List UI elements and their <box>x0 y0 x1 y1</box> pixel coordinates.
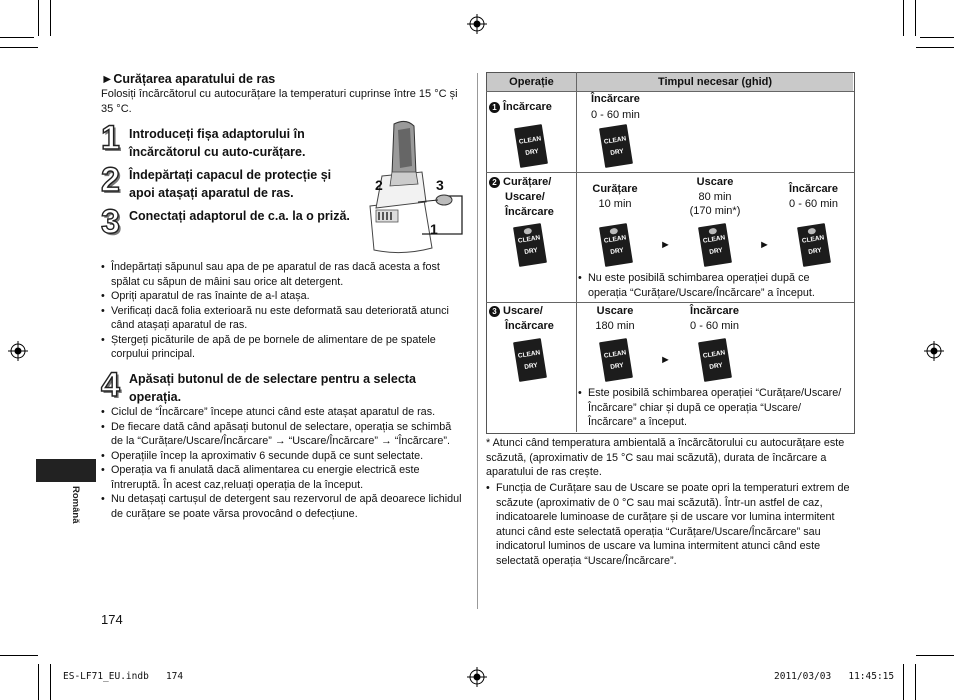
header-operation: Operație <box>509 76 554 88</box>
time-col-value: 10 min <box>598 198 632 210</box>
triangle-icon: ► <box>101 72 114 86</box>
left-column <box>101 72 466 116</box>
page-number: 174 <box>101 612 123 627</box>
figure-label: 3 <box>436 177 444 193</box>
time-col-value: 80 min <box>698 191 732 203</box>
clean-dry-indicator-icon: CLEAN DRY <box>599 124 633 168</box>
list-item: • Nu este posibilă schimbarea operației după ce operația “Curățare/Uscare/Încărcare” a început. <box>578 271 850 300</box>
crop-mark <box>0 47 38 48</box>
clean-dry-indicator-icon: CLEAN DRY <box>599 223 633 267</box>
time-col-head: Uscare <box>596 305 634 317</box>
list-item: • Ștergeți picăturile de apă de pe bornele de alimentare de pe spatele corpului principal. <box>101 333 466 362</box>
section-title <box>101 72 466 86</box>
time-col-head: Uscare <box>696 176 734 188</box>
table-divider <box>486 172 854 173</box>
step-number: 1 <box>101 119 120 157</box>
row-label: Încărcare <box>505 320 554 332</box>
language-tab-block <box>36 459 96 482</box>
section-title-text: Curățarea aparatului de ras <box>113 72 276 86</box>
clean-dry-indicator-icon: CLEAN DRY <box>513 338 547 382</box>
arrow-right-icon: ► <box>759 239 770 251</box>
step-text: Introduceți fișa adaptorului în încărcătorul cu auto-curățare. <box>129 127 306 159</box>
step-text: Apăsați butonul de de selectare pentru a selecta operația. <box>129 372 416 404</box>
time-col-value: (170 min*) <box>689 205 741 217</box>
list-item: • Ciclul de “Încărcare” începe atunci când este atașat aparatul de ras. <box>101 405 466 420</box>
row-label: Încărcare <box>503 101 552 113</box>
row-number-icon: 3 <box>489 306 500 317</box>
row-note <box>578 386 852 430</box>
list-item: • Operația va fi anulată dacă alimentarea cu energie electrică este întreruptă. În acest caz,reluați operația de la început. <box>101 463 466 492</box>
list-item: • Opriți aparatul de ras înainte de a-l atașa. <box>101 289 466 304</box>
list-item: • Nu detașați cartușul de detergent sau rezervorul de apă deoarece lichidul de curățare se poate vărsa provocând o defecțiune. <box>101 492 466 521</box>
list-item: • Verificați dacă folia exterioară nu este deformată sau deteriorată atunci când atașați aparatul de ras. <box>101 304 466 333</box>
time-col-value: 0 - 60 min <box>690 320 739 332</box>
time-col-head: Încărcare <box>690 305 739 317</box>
header-time: Timpul necesar (ghid) <box>657 76 773 88</box>
crop-mark <box>0 655 38 656</box>
clean-dry-indicator-icon: CLEAN DRY <box>698 338 732 382</box>
crop-mark <box>915 0 916 36</box>
time-col-value: 0 - 60 min <box>591 109 640 121</box>
list-item: • Funcția de Curățare sau de Uscare se poate opri la temperaturi extrem de scăzute (aproximativ de 0 °C sau mai scăzută). Într-un astfel de caz, indicatoarele luminoase de curățare și de uscare vor lumina intermitent atunci când este selectată operația “Curățare/Uscare/Încărcare” sau indicatorul luminos de uscare va lumina intermitent atunci când este selectată operația “Uscare/Încărcare”. <box>486 481 854 568</box>
row-number-icon: 1 <box>489 102 500 113</box>
crop-mark <box>50 664 51 700</box>
asterisk-note-text: * Atunci când temperatura ambientală a încărcătorului cu autocurățare este scăzută, (aproximativ de 15 °C sau mai scăzută), durata de încărcare a aparatului de ras crește. <box>486 437 845 478</box>
footer-datetime: 2011/03/03 11:45:15 <box>774 671 895 682</box>
crop-mark <box>0 37 34 38</box>
column-divider <box>477 73 478 609</box>
table-row-label <box>489 304 574 334</box>
clean-dry-indicator-icon: CLEAN DRY <box>797 223 831 267</box>
step-number: 3 <box>101 203 120 241</box>
arrow-right-icon: ► <box>660 354 671 366</box>
list-item: • De fiecare dată când apăsați butonul de selectare, operația se schimbă de la “Curățare/Uscare/Încărcare” → “Uscare/Încărcare” → “Încărcare”. <box>101 420 466 449</box>
row-label: Uscare/ <box>503 305 543 317</box>
crop-mark <box>38 0 39 36</box>
table-row-label <box>489 175 574 220</box>
time-col-head: Curățare <box>592 183 638 195</box>
row-label: Încărcare <box>505 206 554 218</box>
figure-label: 1 <box>430 221 438 237</box>
time-col-value: 0 - 60 min <box>789 198 838 210</box>
row-label: Uscare/ <box>505 191 545 203</box>
intro-text: Folosiți încărcătorul cu autocurățare la temperaturi cuprinse între 15 °C și 35 °C. <box>101 88 458 115</box>
row-label: Curățare/ <box>503 176 552 188</box>
clean-dry-indicator-icon: CLEAN DRY <box>514 124 548 168</box>
arrow-right-icon: ► <box>660 239 671 251</box>
crop-mark <box>920 37 954 38</box>
list-item: • Operațiile încep la aproximativ 6 secunde după ce sunt selectate. <box>101 449 466 464</box>
figure-label: 2 <box>375 177 383 193</box>
footnote-list <box>486 481 854 568</box>
row-note <box>578 271 850 300</box>
language-tab-label: Română <box>70 486 81 524</box>
table-divider <box>486 91 854 92</box>
crop-mark <box>903 664 904 700</box>
footer-file-info: ES-LF71_EU.indb 174 <box>63 671 184 682</box>
row-number-icon: 2 <box>489 177 500 188</box>
crop-mark <box>916 47 954 48</box>
crop-mark <box>903 0 904 36</box>
step-number: 4 <box>101 366 120 404</box>
list-item: • Este posibilă schimbarea operației “Curățare/Uscare/ Încărcare” chiar și după ce operația “Uscare/ Încărcare” a început. <box>578 386 852 430</box>
crop-mark <box>50 0 51 36</box>
operation-notes-list <box>101 405 466 521</box>
table-row-label <box>489 100 552 115</box>
registration-mark-icon <box>924 341 944 361</box>
step-number: 2 <box>101 161 120 199</box>
crop-mark <box>915 664 916 700</box>
precaution-list <box>101 260 466 362</box>
table-divider <box>576 72 577 432</box>
crop-mark <box>916 655 954 656</box>
step-text: Îndepărtați capacul de protecție și apoi atașați aparatul de ras. <box>129 168 332 200</box>
step-text: Conectați adaptorul de c.a. la o priză. <box>129 209 350 223</box>
list-item: • Îndepărtați săpunul sau apa de pe aparatul de ras dacă acesta a fost spălat cu săpun de mâini sau orice alt detergent. <box>101 260 466 289</box>
time-col-value: 180 min <box>595 320 635 332</box>
clean-dry-indicator-icon: CLEAN DRY <box>698 223 732 267</box>
clean-dry-indicator-icon: CLEAN DRY <box>513 223 547 267</box>
asterisk-note <box>486 436 854 480</box>
language-tab <box>70 486 90 536</box>
registration-mark-icon <box>467 14 487 34</box>
registration-mark-icon <box>467 667 487 687</box>
crop-mark <box>38 664 39 700</box>
registration-mark-icon <box>8 341 28 361</box>
time-col-head: Încărcare <box>591 93 640 105</box>
clean-dry-indicator-icon: CLEAN DRY <box>599 338 633 382</box>
time-col-head: Încărcare <box>789 183 838 195</box>
table-divider <box>486 302 854 303</box>
